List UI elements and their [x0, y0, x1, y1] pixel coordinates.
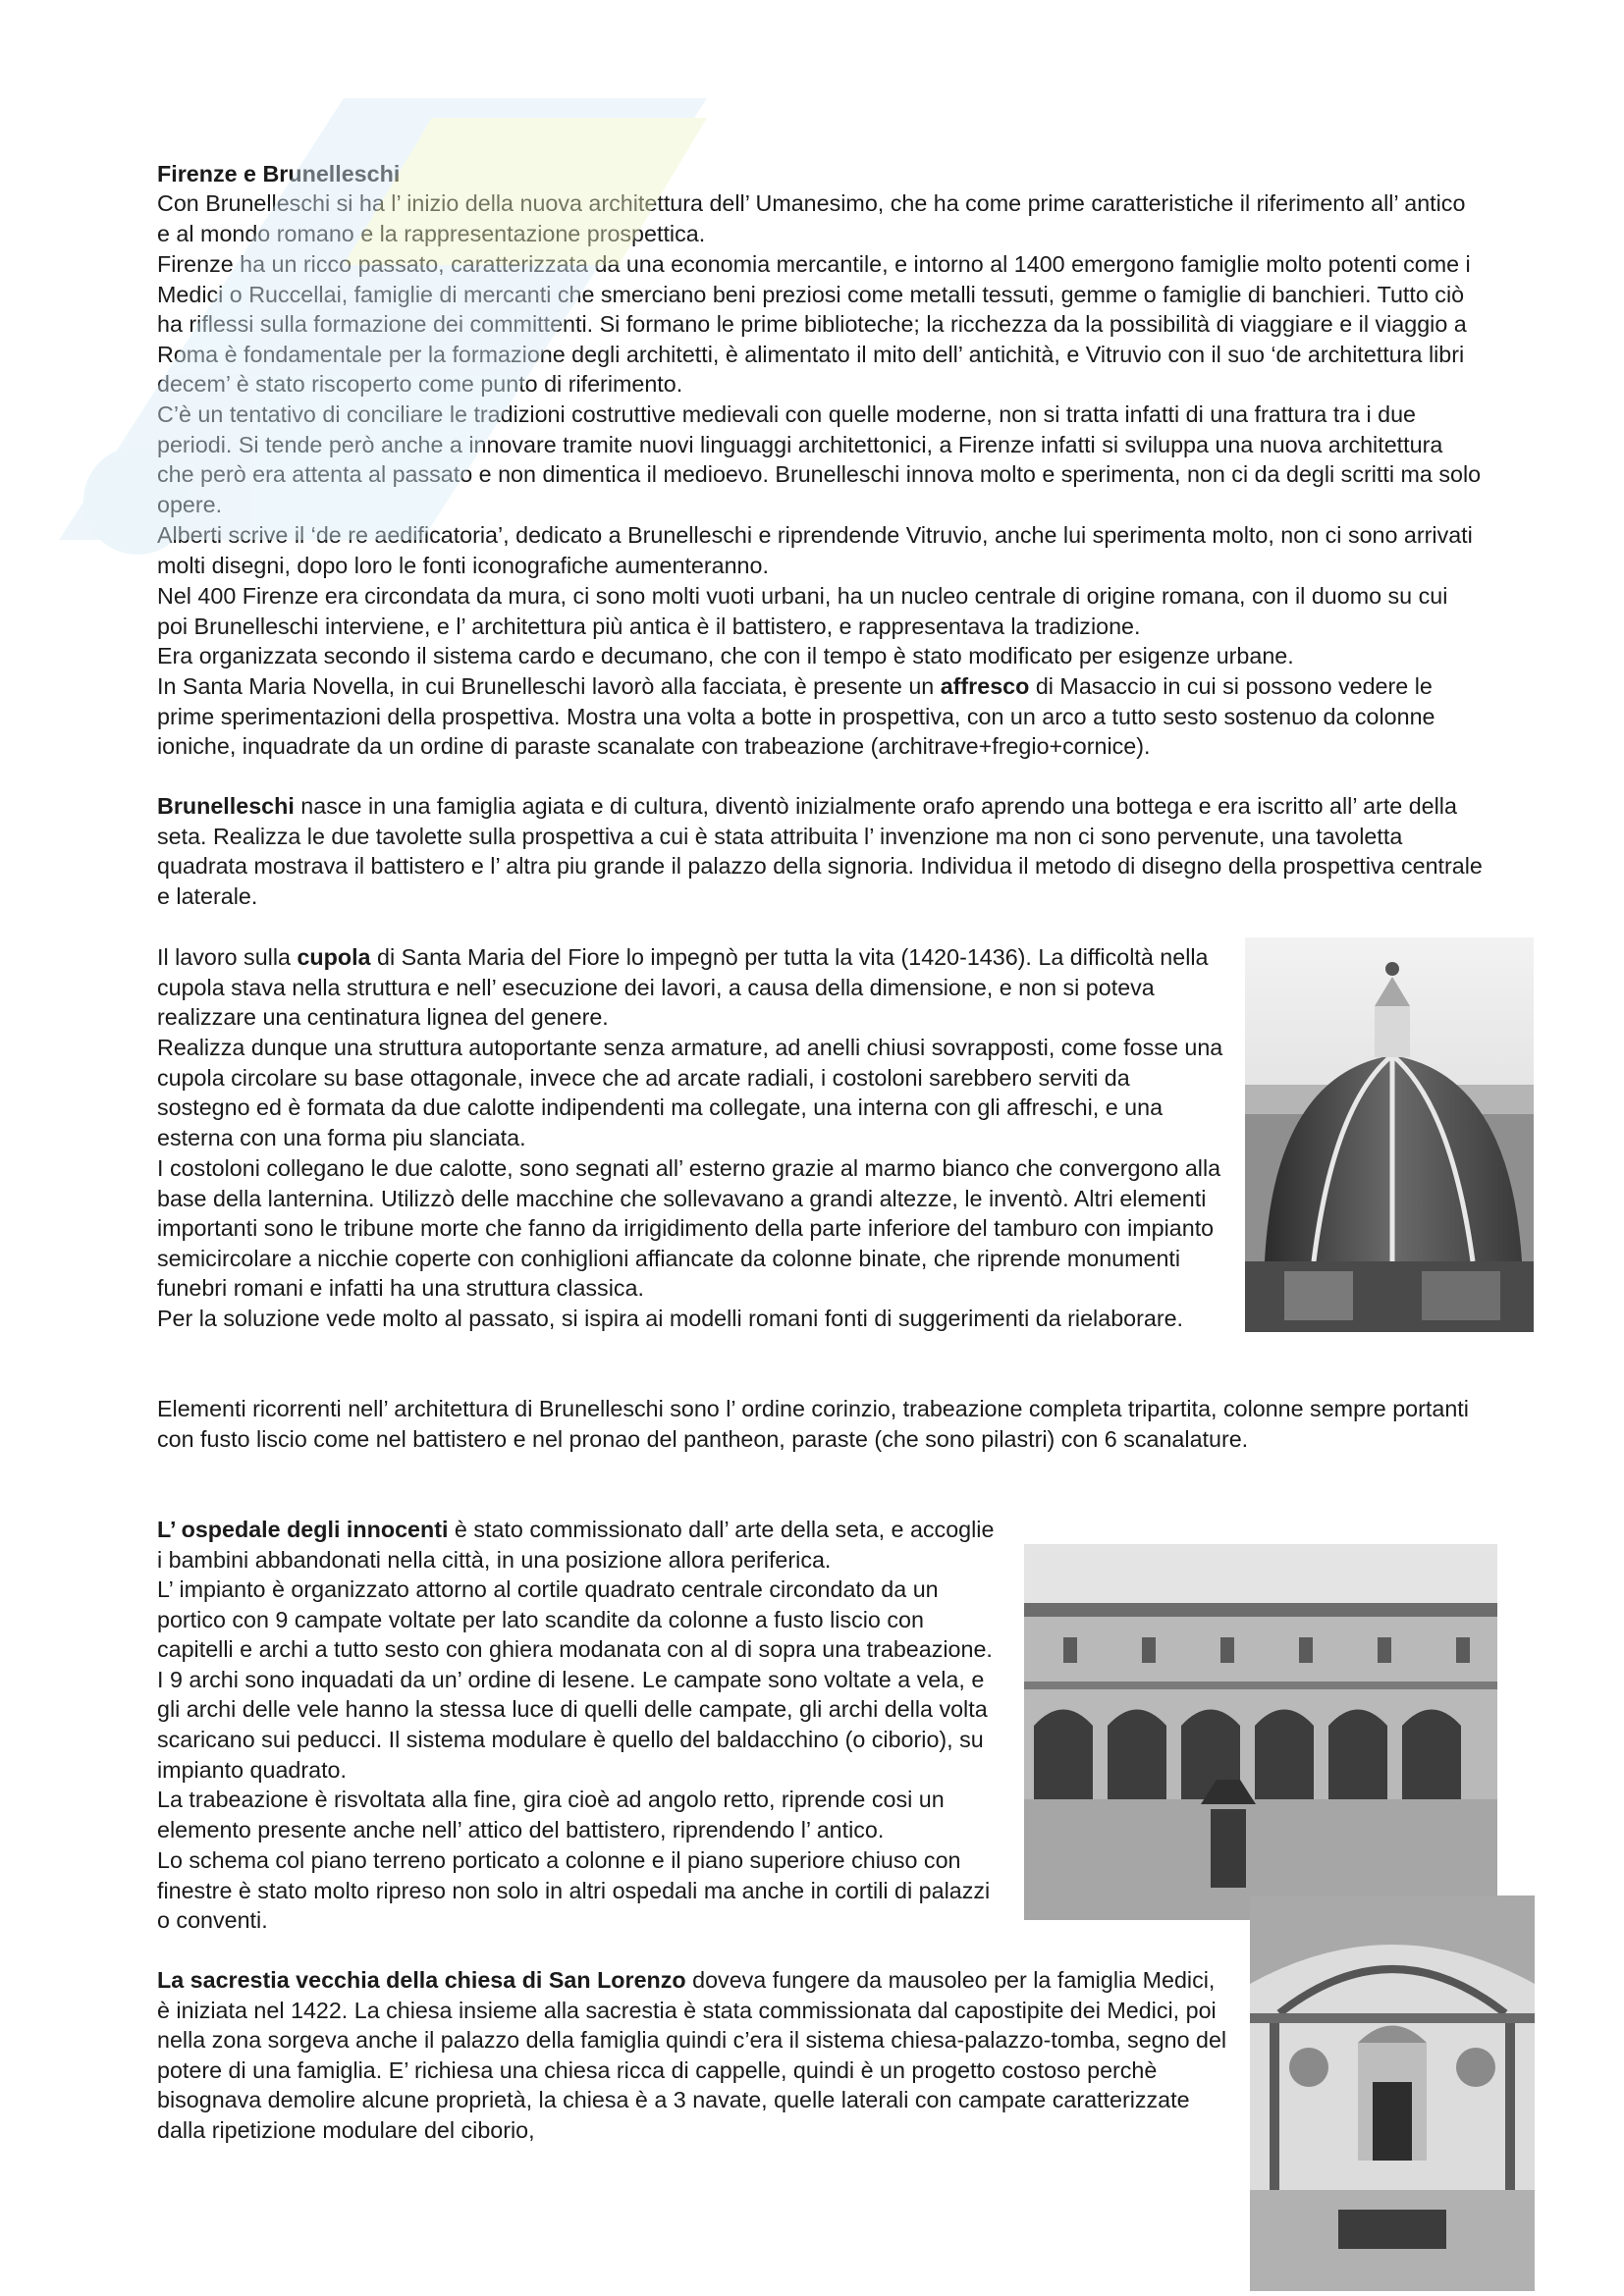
section-title: Firenze e Brunelleschi: [157, 161, 401, 187]
cupola-paragraph-3: I costoloni collegano le due calotte, sono segnati all’ esterno grazie al marmo bianco che convergono alla base della lanternina. Utilizzò delle macchine che sollevavano a grandi altezze, le inventò. Altri elementi importanti sono le tribune morte che fanno da irrigidimento della parte inferiore del tamburo con impianto semicircolare a nicchie coperte con conhiglioni affiancate da colonne binate, che riprende monumenti funebri romani e infatti ha una struttura classica.: [157, 1155, 1221, 1302]
ospedale-paragraph-4: Lo schema col piano terreno porticato a colonne e il piano superiore chiuso con finestre è stato molto ripreso non solo in altri ospedali ma anche in cortili di palazzi o conventi.: [157, 1847, 991, 1934]
ospedale-paragraph-2: L’ impianto è organizzato attorno al cortile quadrato centrale circondato da un portico con 9 campate voltate per lato scandite da colonne a fusto liscio con capitelli e archi a tutto sesto con ghiera modanata con al di sopra una trabeazione. I 9 archi sono inquadati da un’ ordine di lesene. Le campate sono voltate a vela, e gli archi delle vele hanno la stessa luce di quelli delle campate, gli archi della volta scaricano sui peducci. Il sistema modulare è quello del baldacchino (o ciborio), su impianto quadrato.: [157, 1576, 993, 1783]
cupola-paragraph-2: Realizza dunque una struttura autoportante senza armature, ad anelli chiusi sovrapposti, come fosse una cupola circolare su base ottagonale, invece che ad arcate radiali, i costoloni sarebbero serviti da sostegno ed è formata da due calotte indipendenti ma collegate, una interna con gli affreschi, e una esterna con una forma piu slanciata.: [157, 1035, 1223, 1150]
cupola-paragraph-4: Per la soluzione vede molto al passato, si ispira ai modelli romani fonti di suggerimenti da rielaborare.: [157, 1306, 1184, 1331]
cupola-photo: [1245, 937, 1534, 1332]
ospedale-paragraph-3: La trabeazione è risvoltata alla fine, gira cioè ad angolo retto, riprende cosi un elemento presente anche nell’ attico del battistero, riprendendo l’ antico.: [157, 1787, 945, 1842]
intro-paragraph-3: C’è un tentativo di conciliare le tradizioni costruttive medievali con quelle moderne, non si tratta infatti di una frattura tra i due periodi. Si tende però anche a innovare tramite nuovi linguaggi architettonici, a Firenze infatti si sviluppa una nuova architettura che però era attenta al passato e non dimentica il medioevo. Brunelleschi innova molto e sperimenta, non ci da degli scritti ma solo opere.: [157, 401, 1482, 517]
intro-paragraph-5: Nel 400 Firenze era circondata da mura, ci sono molti vuoti urbani, ha un nucleo centrale di origine romana, con il duomo su cui poi Brunelleschi interviene, e l’ architettura più antica è il battistero, e rappresentava la tradizione.: [157, 583, 1448, 639]
intro-paragraph-6: Era organizzata secondo il sistema cardo e decumano, che con il tempo è stato modificato per esigenze urbane.: [157, 643, 1294, 668]
santa-maria-novella-paragraph: In Santa Maria Novella, in cui Brunelleschi lavorò alla facciata, è presente un affresco di Masaccio in cui si possono vedere le prime sperimentazioni della prospettiva. Mostra una volta a botte in prospettiva, con un arco a tutto sesto sostenuo da colonne ioniche, inquadrate da un ordine di paraste scanalate con trabeazione (architrave+fregio+cornice).: [157, 673, 1435, 760]
intro-paragraph-2: Firenze ha un ricco passato, caratterizzata da una economia mercantile, e intorno al 1400 emergono famiglie molto potenti come i Medici o Ruccellai, famiglie di mercanti che smerciano beni preziosi come metalli tessuti, gemme o famiglie di banchieri. Tutto ciò ha riflessi sulla formazione dei committenti. Si formano le prime biblioteche; la ricchezza da la possibilità di viaggiare e il viaggio a Roma è fondamentale per la formazione degli architetti, è alimentato il mito dell’ antichità, e Vitruvio con il suo ‘de architettura libri decem’ è stato riscoperto come punto di riferimento.: [157, 251, 1471, 398]
brunelleschi-paragraph: Brunelleschi nasce in una famiglia agiata e di cultura, diventò inizialmente orafo aprendo una bottega e era iscritto all’ arte della seta. Realizza le due tavolette sulla prospettiva a cui è stata attribuita l’ invenzione ma non ci sono pervenute, una tavoletta quadrata mostrava il battistero e l’ altra piu grande il palazzo della signoria. Individua il metodo di disegno della prospettiva centrale e laterale.: [157, 793, 1483, 909]
ospedale-photo: [1024, 1544, 1497, 1920]
intro-paragraph-1: Con Brunelleschi si ha l’ inizio della nuova architettura dell’ Umanesimo, che ha come prime caratteristiche il riferimento all’ antico e al mondo romano e la rappresentazione prospettica.: [157, 190, 1466, 246]
intro-paragraph-4: Alberti scrive il ‘de re aedificatoria’, dedicato a Brunelleschi e riprendende Vitruvio, anche lui sperimenta molto, non ci sono arrivati molti disegni, dopo loro le fonti iconografiche aumenteranno.: [157, 522, 1473, 578]
cupola-paragraph-1: Il lavoro sulla cupola di Santa Maria del Fiore lo impegnò per tutta la vita (1420-1436). La difficoltà nella cupola stava nella struttura e nell’ esecuzione dei lavori, a causa della dimensione, e non si poteva realizzare una centinatura lignea del genere.: [157, 944, 1209, 1031]
sacrestia-photo: [1250, 1896, 1535, 2291]
sacrestia-paragraph: La sacrestia vecchia della chiesa di San Lorenzo doveva fungere da mausoleo per la famiglia Medici, è iniziata nel 1422. La chiesa insieme alla sacrestia è stata commissionata dal capostipite dei Medici, poi nella zona sorgeva anche il palazzo della famiglia quindi c’era il sistema chiesa-palazzo-tomba, segno del potere di una famiglia. E’ richiesa una chiesa ricca di cappelle, quindi è un progetto costoso perchè bisognava demolire alcune proprietà, la chiesa è a 3 navate, quelle laterali con campate caratterizzate dalla ripetizione modulare del ciborio,: [157, 1967, 1227, 2143]
ospedale-paragraph-1: L’ ospedale degli innocenti è stato commissionato dall’ arte della seta, e accoglie i bambini abbandonati nella città, in una posizione allora periferica.: [157, 1517, 995, 1573]
elementi-paragraph: Elementi ricorrenti nell’ architettura di Brunelleschi sono l’ ordine corinzio, trabeazione completa tripartita, colonne sempre portanti con fusto liscio come nel battistero e nel pronao del pantheon, paraste (che sono pilastri) con 6 scanalature.: [157, 1396, 1469, 1452]
